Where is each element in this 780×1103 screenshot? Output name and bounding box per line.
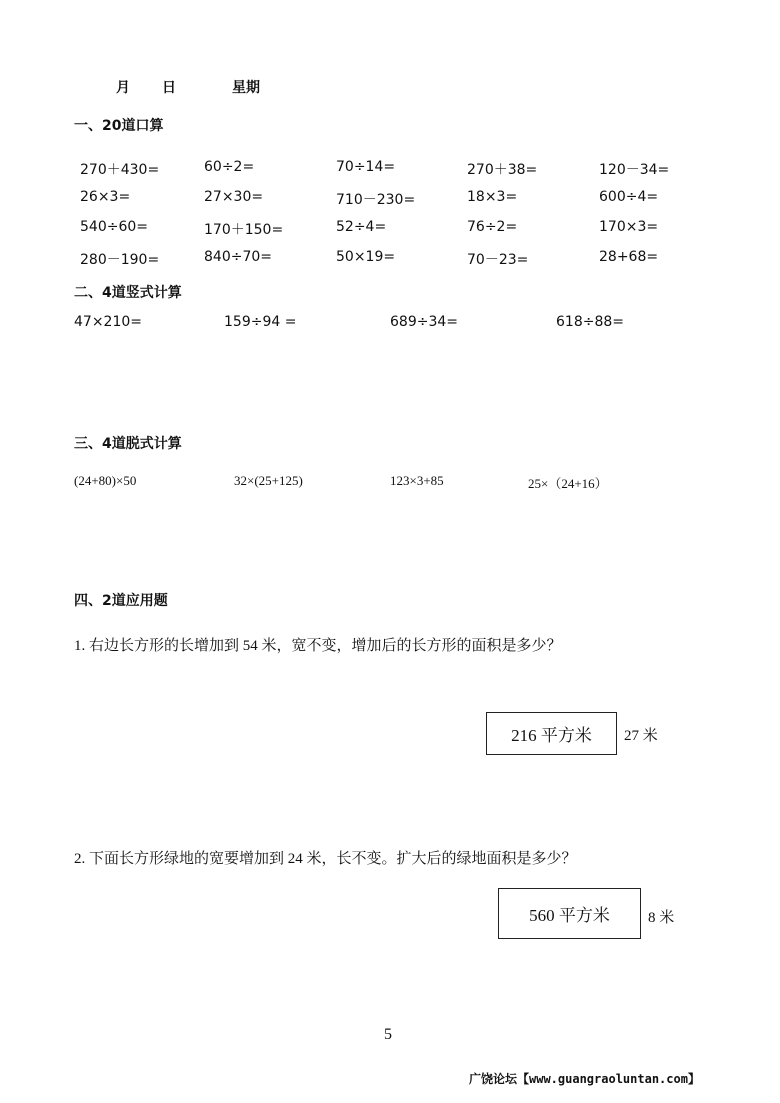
rectangle-side-label: 27 米 xyxy=(624,728,658,744)
oral-item: 60÷2= xyxy=(204,159,255,175)
vertical-item: 47×210= xyxy=(74,314,142,330)
oral-item: 28+68= xyxy=(599,249,659,265)
oral-item: 120－34= xyxy=(599,162,670,178)
month-label: 月 xyxy=(116,80,130,96)
section-title-vertical: 二、4道竖式计算 xyxy=(74,285,182,301)
oral-item: 70－23= xyxy=(467,252,529,268)
rectangle-side-label: 8 米 xyxy=(648,910,675,926)
word-problem-2: 2. 下面长方形绿地的宽要增加到 24 米，长不变。扩大后的绿地面积是多少？ xyxy=(74,851,577,867)
oral-item: 840÷70= xyxy=(204,249,272,265)
oral-item: 540÷60= xyxy=(80,219,148,235)
weekday-label: 星期 xyxy=(232,80,260,96)
vertical-item: 618÷88= xyxy=(556,314,624,330)
rectangle-figure-2 xyxy=(498,888,641,939)
stepwise-item: 25×（24+16） xyxy=(528,476,608,491)
day-label: 日 xyxy=(162,80,176,96)
vertical-item: 159÷94 = xyxy=(224,314,297,330)
footer-source: 广饶论坛【www.guangraoluntan.com】 xyxy=(469,1072,700,1086)
section-title-oral: 一、20道口算 xyxy=(74,118,164,134)
oral-item: 27×30= xyxy=(204,189,264,205)
section-title-stepwise: 三、4道脱式计算 xyxy=(74,436,182,452)
oral-item: 70÷14= xyxy=(336,159,396,175)
oral-item: 26×3= xyxy=(80,189,131,205)
oral-item: 600÷4= xyxy=(599,189,659,205)
oral-item: 18×3= xyxy=(467,189,518,205)
rectangle-area-label: 216 平方米 xyxy=(511,726,592,745)
oral-item: 52÷4= xyxy=(336,219,387,235)
vertical-item: 689÷34= xyxy=(390,314,458,330)
oral-item: 280－190= xyxy=(80,252,160,268)
section-title-word-problems: 四、2道应用题 xyxy=(74,593,168,609)
oral-item: 50×19= xyxy=(336,249,396,265)
oral-item: 270＋38= xyxy=(467,162,538,178)
stepwise-item: (24+80)×50 xyxy=(74,473,137,488)
oral-item: 76÷2= xyxy=(467,219,518,235)
word-problem-1: 1. 右边长方形的长增加到 54 米，宽不变，增加后的长方形的面积是多少？ xyxy=(74,638,562,654)
oral-item: 710－230= xyxy=(336,192,416,208)
oral-item: 170×3= xyxy=(599,219,659,235)
oral-item: 170＋150= xyxy=(204,222,284,238)
rectangle-area-label: 560 平方米 xyxy=(529,906,610,925)
stepwise-item: 32×(25+125) xyxy=(234,473,303,488)
stepwise-item: 123×3+85 xyxy=(390,473,444,488)
page-number: 5 xyxy=(384,1026,392,1043)
oral-item: 270＋430= xyxy=(80,162,160,178)
rectangle-figure-1 xyxy=(486,712,617,755)
